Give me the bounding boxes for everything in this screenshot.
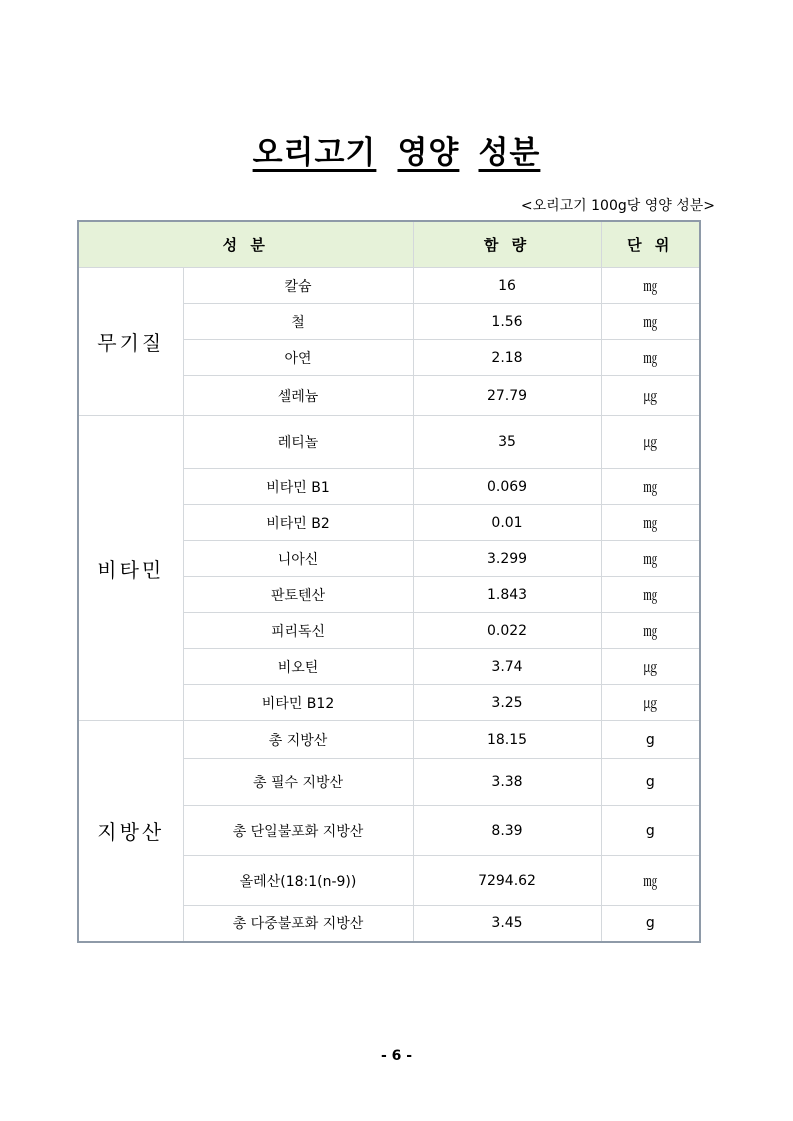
- nutrient-unit: ㎎: [601, 469, 700, 505]
- nutrient-name: 비타민 B2: [183, 505, 413, 541]
- header-row: [78, 221, 700, 268]
- nutrient-unit: ㎎: [601, 505, 700, 541]
- nutrition-table: [77, 220, 701, 943]
- nutrient-amount: 16: [413, 268, 601, 304]
- table-row: [78, 721, 700, 759]
- nutrient-name: 니아신: [183, 541, 413, 577]
- nutrient-unit: ㎎: [601, 541, 700, 577]
- nutrient-name: 레티놀: [183, 416, 413, 469]
- nutrient-unit: ㎎: [601, 856, 700, 906]
- table-caption: <오리고기 100g당 영양 성분>: [520, 198, 715, 214]
- header-component: 성 분: [78, 221, 413, 268]
- nutrient-unit: ㎍: [601, 376, 700, 416]
- nutrient-name: 비타민 B12: [183, 685, 413, 721]
- nutrient-unit: g: [601, 721, 700, 759]
- nutrient-unit: g: [601, 806, 700, 856]
- nutrient-unit: g: [601, 759, 700, 806]
- page-title: [0, 127, 793, 172]
- nutrient-amount: 0.069: [413, 469, 601, 505]
- header-unit: 단 위: [601, 221, 700, 268]
- group-label: 무기질: [78, 268, 183, 416]
- header-amount: 함 량: [413, 221, 601, 268]
- nutrient-amount: 0.01: [413, 505, 601, 541]
- nutrient-amount: 0.022: [413, 613, 601, 649]
- group-label: 비타민: [78, 416, 183, 721]
- nutrient-amount: 8.39: [413, 806, 601, 856]
- nutrient-amount: 1.843: [413, 577, 601, 613]
- nutrient-amount: 3.45: [413, 906, 601, 942]
- nutrient-name: 철: [183, 304, 413, 340]
- nutrient-name: 아연: [183, 340, 413, 376]
- nutrient-name: 피리독신: [183, 613, 413, 649]
- nutrient-name: 비타민 B1: [183, 469, 413, 505]
- nutrient-amount: 1.56: [413, 304, 601, 340]
- table-row: [78, 416, 700, 469]
- group-label: 지방산: [78, 721, 183, 942]
- nutrient-unit: ㎎: [601, 304, 700, 340]
- nutrient-name: 총 필수 지방산: [183, 759, 413, 806]
- nutrient-amount: 27.79: [413, 376, 601, 416]
- nutrient-unit: ㎎: [601, 268, 700, 304]
- title-word-3: 성분: [478, 135, 541, 171]
- nutrient-name: 칼슘: [183, 268, 413, 304]
- nutrient-amount: 7294.62: [413, 856, 601, 906]
- page-number: - 6 -: [380, 1048, 413, 1064]
- nutrient-unit: ㎎: [601, 577, 700, 613]
- nutrient-name: 올레산(18:1(n-9)): [183, 856, 413, 906]
- nutrient-amount: 3.74: [413, 649, 601, 685]
- nutrient-amount: 35: [413, 416, 601, 469]
- nutrient-amount: 3.38: [413, 759, 601, 806]
- nutrient-unit: ㎎: [601, 613, 700, 649]
- nutrient-amount: 2.18: [413, 340, 601, 376]
- table-row: [78, 268, 700, 304]
- nutrient-unit: ㎍: [601, 685, 700, 721]
- nutrient-amount: 3.299: [413, 541, 601, 577]
- nutrient-name: 총 지방산: [183, 721, 413, 759]
- nutrient-name: 총 다중불포화 지방산: [183, 906, 413, 942]
- nutrient-unit: ㎍: [601, 649, 700, 685]
- nutrient-name: 셀레늄: [183, 376, 413, 416]
- nutrient-amount: 18.15: [413, 721, 601, 759]
- title-word-2: 영양: [397, 135, 460, 171]
- nutrient-amount: 3.25: [413, 685, 601, 721]
- nutrient-name: 판토텐산: [183, 577, 413, 613]
- nutrient-name: 총 단일불포화 지방산: [183, 806, 413, 856]
- nutrient-name: 비오틴: [183, 649, 413, 685]
- title-word-1: 오리고기: [252, 135, 377, 171]
- nutrient-unit: ㎍: [601, 416, 700, 469]
- nutrient-unit: g: [601, 906, 700, 942]
- nutrient-unit: ㎎: [601, 340, 700, 376]
